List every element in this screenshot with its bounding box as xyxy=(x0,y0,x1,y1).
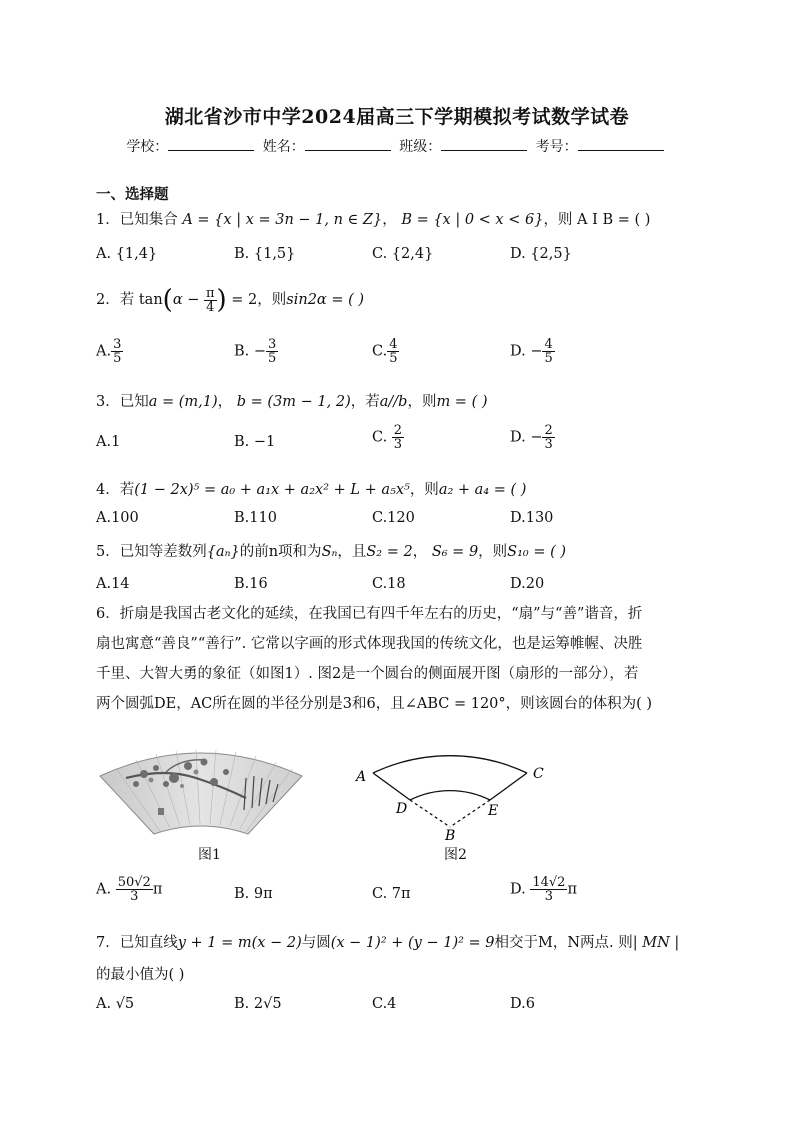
q1-option-c: C. {2,4} xyxy=(372,246,434,262)
school-label: 学校： xyxy=(126,139,169,155)
q3-option-c: C. $\frac{2}{3}$ xyxy=(372,423,403,452)
q1-option-a: A. {1,4} xyxy=(96,246,158,262)
q7-option-b: B. 2√5 xyxy=(234,996,282,1012)
q1-set-b: B = {x | 0 < x < 6} xyxy=(401,212,544,228)
q6-option-c: C. 7π xyxy=(372,886,411,902)
q2-option-b: B. − $\frac{3}{5}$ xyxy=(234,337,277,366)
q4-ask: a₂ + a₄ = ( ) xyxy=(438,482,527,498)
point-e-label: E xyxy=(488,803,499,819)
question-1 xyxy=(96,208,650,229)
q7-line-2: 的最小值为( ) xyxy=(96,967,185,983)
q3-stem: 3．已知 xyxy=(96,394,149,410)
point-d-label: D xyxy=(396,801,408,817)
q1-stem: 1．已知集合 xyxy=(96,212,178,228)
point-b-label: B xyxy=(445,828,456,844)
question-3: 3．已知a = (m,1)， b = (3m − 1, 2)，若a//b，则m = ( ) xyxy=(96,394,488,410)
q4-option-c: C.120 xyxy=(372,510,415,526)
student-info-line xyxy=(0,136,794,156)
q5-option-b: B.16 xyxy=(234,576,268,592)
figure-1-caption: 图1 xyxy=(198,847,221,863)
school-blank xyxy=(168,136,254,151)
name-blank xyxy=(305,136,391,151)
question-2: 2．若 tan(α − $\frac{\pi}{4}$ ) = 2，则sin2α = ( ) xyxy=(96,285,365,315)
q6-line-3: 千里、大智大勇的象征（如图1）. 图2是一个圆台的侧面展开图（扇形的一部分），若 xyxy=(96,666,639,682)
q3-vec-b: b = (3m − 1, 2) xyxy=(236,394,351,410)
point-c-label: C xyxy=(533,766,544,782)
q2-option-d: D. − $\frac{4}{5}$ xyxy=(510,337,553,366)
q5-seq: {aₙ} xyxy=(206,544,240,560)
q2-alpha: α − xyxy=(172,292,200,308)
question-5: 5．已知等差数列{aₙ}的前n项和为Sₙ，且S₂ = 2， S₆ = 9，则S₁₀ = ( ) xyxy=(96,544,567,560)
q2-stem: 2．若 xyxy=(96,292,135,308)
q3-option-a: A.1 xyxy=(96,434,121,450)
q1-ask: ，则 A I B = ( ) xyxy=(543,212,651,228)
figure-2-caption: 图2 xyxy=(444,847,467,863)
q3-option-d: D. − $\frac{2}{3}$ xyxy=(510,423,553,452)
question-7: 7．已知直线y + 1 = m(x − 2)与圆(x − 1)² + (y − 1)² = 9相交于M，N两点. 则| MN | xyxy=(96,935,680,951)
q3-parallel: a//b xyxy=(379,394,408,410)
point-a-label: A xyxy=(356,769,367,785)
q5-ask: S₁₀ = ( ) xyxy=(507,544,567,560)
q3-vec-a: a = (m,1) xyxy=(148,394,218,410)
q1-set-a: A = {x | x = 3n − 1, n ∈ Z} xyxy=(182,212,383,228)
q7-option-c: C.4 xyxy=(372,996,397,1012)
q2-ask: sin2α = ( ) xyxy=(286,292,365,308)
number-blank xyxy=(578,136,664,151)
q2-pi-over-4: $\frac{\pi}{4}$ xyxy=(205,285,215,315)
q2-option-a: A. $\frac{3}{5}$ xyxy=(96,337,122,366)
q4-option-d: D.130 xyxy=(510,510,554,526)
q1-option-b: B. {1,5} xyxy=(234,246,296,262)
q6-option-a: A. $\frac{50√2}{3}$ π xyxy=(96,875,163,904)
q6-line-1: 6．折扇是我国古老文化的延续，在我国已有四千年左右的历史，“扇”与“善”谐音，折 xyxy=(96,606,643,622)
class-blank xyxy=(441,136,527,151)
q1-sep: ， xyxy=(382,212,397,228)
q5-option-a: A.14 xyxy=(96,576,130,592)
q4-option-b: B.110 xyxy=(234,510,277,526)
page-title: 湖北省沙市中学2024届高三下学期模拟考试数学试卷 xyxy=(164,106,630,128)
q3-option-b: B. −1 xyxy=(234,434,276,450)
q5-option-c: C.18 xyxy=(372,576,406,592)
q7-option-a: A. √5 xyxy=(96,996,135,1012)
number-label: 考号： xyxy=(535,139,578,155)
q7-line-eq: y + 1 = m(x − 2) xyxy=(177,935,302,951)
q6-line-4: 两个圆弧DE，AC所在圆的半径分别是3和6，且∠ABC = 120°，则该圆台的体积为( ) xyxy=(96,696,653,712)
q2-stem-b: ，则 xyxy=(257,292,287,308)
q4-option-a: A.100 xyxy=(96,510,139,526)
q2-eq: = 2 xyxy=(231,292,258,308)
q6-option-d: D. $\frac{14√2}{3}$ π xyxy=(510,875,577,904)
section-heading: 一、选择题 xyxy=(96,186,169,203)
sector-figure xyxy=(350,730,560,845)
q6-option-b: B. 9π xyxy=(234,886,273,902)
name-label: 姓名： xyxy=(262,139,305,155)
q4-expr: (1 − 2x)⁵ = a₀ + a₁x + a₂x² + L + a₅x⁵ xyxy=(134,482,410,498)
q7-option-d: D.6 xyxy=(510,996,535,1012)
q1-option-d: D. {2,5} xyxy=(510,246,572,262)
q2-option-c: C. $\frac{4}{5}$ xyxy=(372,337,398,366)
q2-tan: tan xyxy=(138,292,163,308)
folding-fan-figure xyxy=(96,738,306,838)
q3-ask: m = ( ) xyxy=(436,394,488,410)
question-6 xyxy=(96,599,696,719)
class-label: 班级： xyxy=(399,139,442,155)
q5-option-d: D.20 xyxy=(510,576,545,592)
q7-mn: | MN | xyxy=(632,935,680,951)
question-4: 4．若(1 − 2x)⁵ = a₀ + a₁x + a₂x² + L + a₅x⁵，则a₂ + a₄ = ( ) xyxy=(96,482,527,498)
q6-line-2: 扇也寓意“善良”“善行”. 它常以字画的形式体现我国的传统文化，也是运筹帷幄、决胜 xyxy=(96,636,643,652)
q7-circle-eq: (x − 1)² + (y − 1)² = 9 xyxy=(330,935,495,951)
